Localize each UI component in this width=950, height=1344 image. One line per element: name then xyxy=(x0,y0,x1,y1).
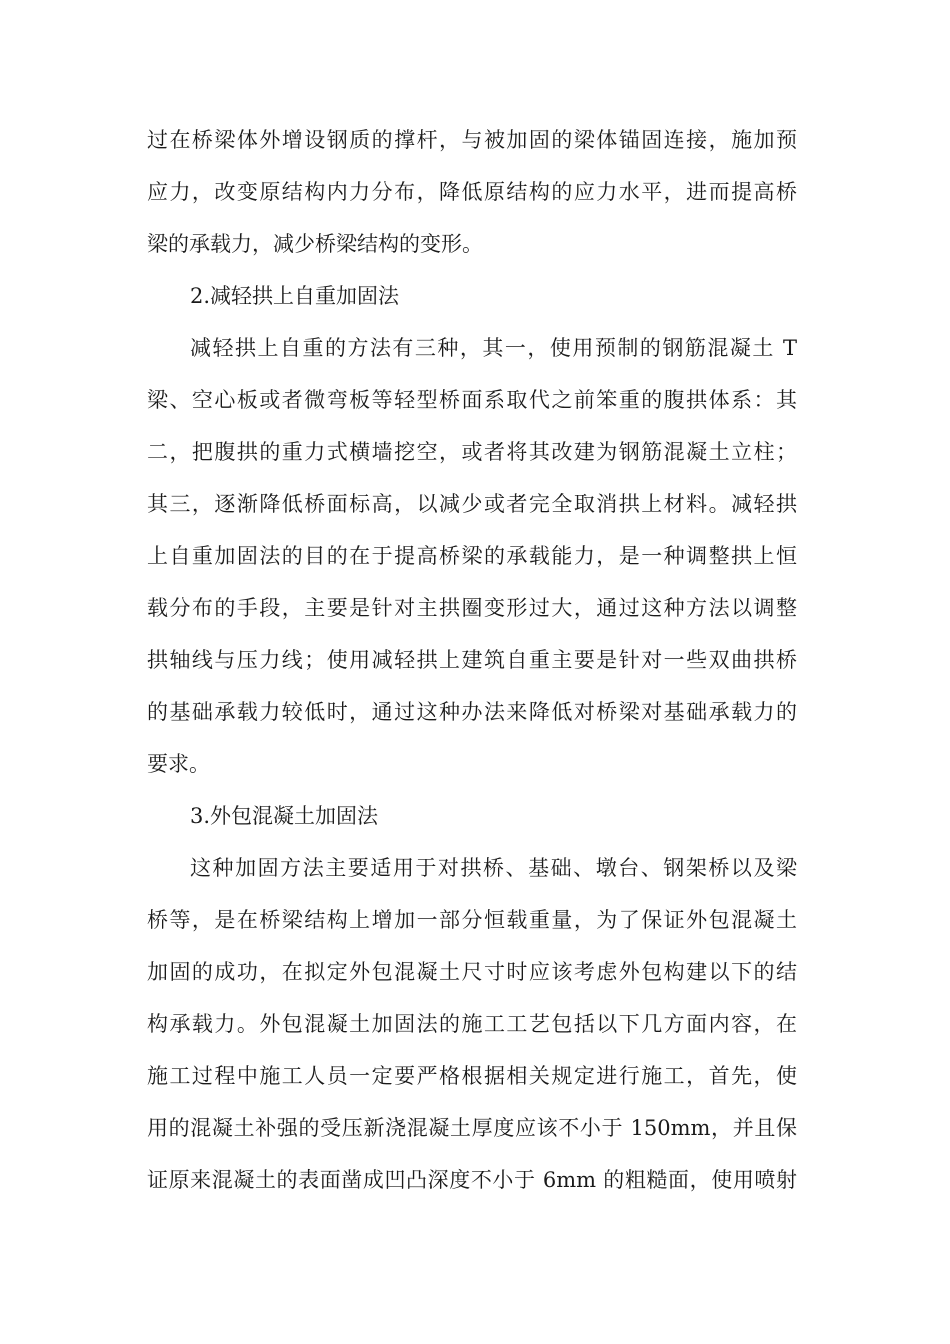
text-line: 减轻拱上自重的方法有三种，其一，使用预制的钢筋混凝土 T xyxy=(190,336,797,360)
paragraph-3 xyxy=(147,842,797,1206)
text-line: 要求。 xyxy=(147,752,210,776)
paragraph-2 xyxy=(147,322,797,790)
text-line: 桥等，是在桥梁结构上增加一部分恒载重量，为了保证外包混凝土 xyxy=(147,908,797,932)
text-line: 这种加固方法主要适用于对拱桥、基础、墩台、钢架桥以及梁 xyxy=(190,856,797,880)
text-line: 的基础承载力较低时，通过这种办法来降低对桥梁对基础承载力的 xyxy=(147,700,797,724)
text-line: 施工过程中施工人员一定要严格根据相关规定进行施工，首先，使 xyxy=(147,1064,797,1088)
text-line: 梁的承载力，减少桥梁结构的变形。 xyxy=(147,232,483,256)
section-heading-2 xyxy=(147,270,797,322)
text-line: 用的混凝土补强的受压新浇混凝土厚度应该不小于 150mm，并且保 xyxy=(147,1116,797,1140)
paragraph-intro xyxy=(147,114,797,270)
text-line: 过在桥梁体外增设钢质的撑杆，与被加固的梁体锚固连接，施加预 xyxy=(147,128,797,152)
heading-text: 3.外包混凝土加固法 xyxy=(190,804,379,828)
text-line: 梁、空心板或者微弯板等轻型桥面系取代之前笨重的腹拱体系：其 xyxy=(147,388,797,412)
document-body xyxy=(147,114,797,1206)
text-line: 上自重加固法的目的在于提高桥梁的承载能力，是一种调整拱上恒 xyxy=(147,544,797,568)
text-line: 二，把腹拱的重力式横墙挖空，或者将其改建为钢筋混凝土立柱； xyxy=(147,440,797,464)
heading-text: 2.减轻拱上自重加固法 xyxy=(190,284,400,308)
text-line: 构承载力。外包混凝土加固法的施工工艺包括以下几方面内容，在 xyxy=(147,1012,797,1036)
text-line: 其三，逐渐降低桥面标高，以减少或者完全取消拱上材料。减轻拱 xyxy=(147,492,797,516)
text-line: 证原来混凝土的表面凿成凹凸深度不小于 6mm 的粗糙面，使用喷射 xyxy=(147,1168,797,1192)
section-heading-3 xyxy=(147,790,797,842)
text-line: 拱轴线与压力线；使用减轻拱上建筑自重主要是针对一些双曲拱桥 xyxy=(147,648,797,672)
text-line: 应力，改变原结构内力分布，降低原结构的应力水平，进而提高桥 xyxy=(147,180,797,204)
text-line: 载分布的手段，主要是针对主拱圈变形过大，通过这种方法以调整 xyxy=(147,596,797,620)
text-line: 加固的成功，在拟定外包混凝土尺寸时应该考虑外包构建以下的结 xyxy=(147,960,797,984)
